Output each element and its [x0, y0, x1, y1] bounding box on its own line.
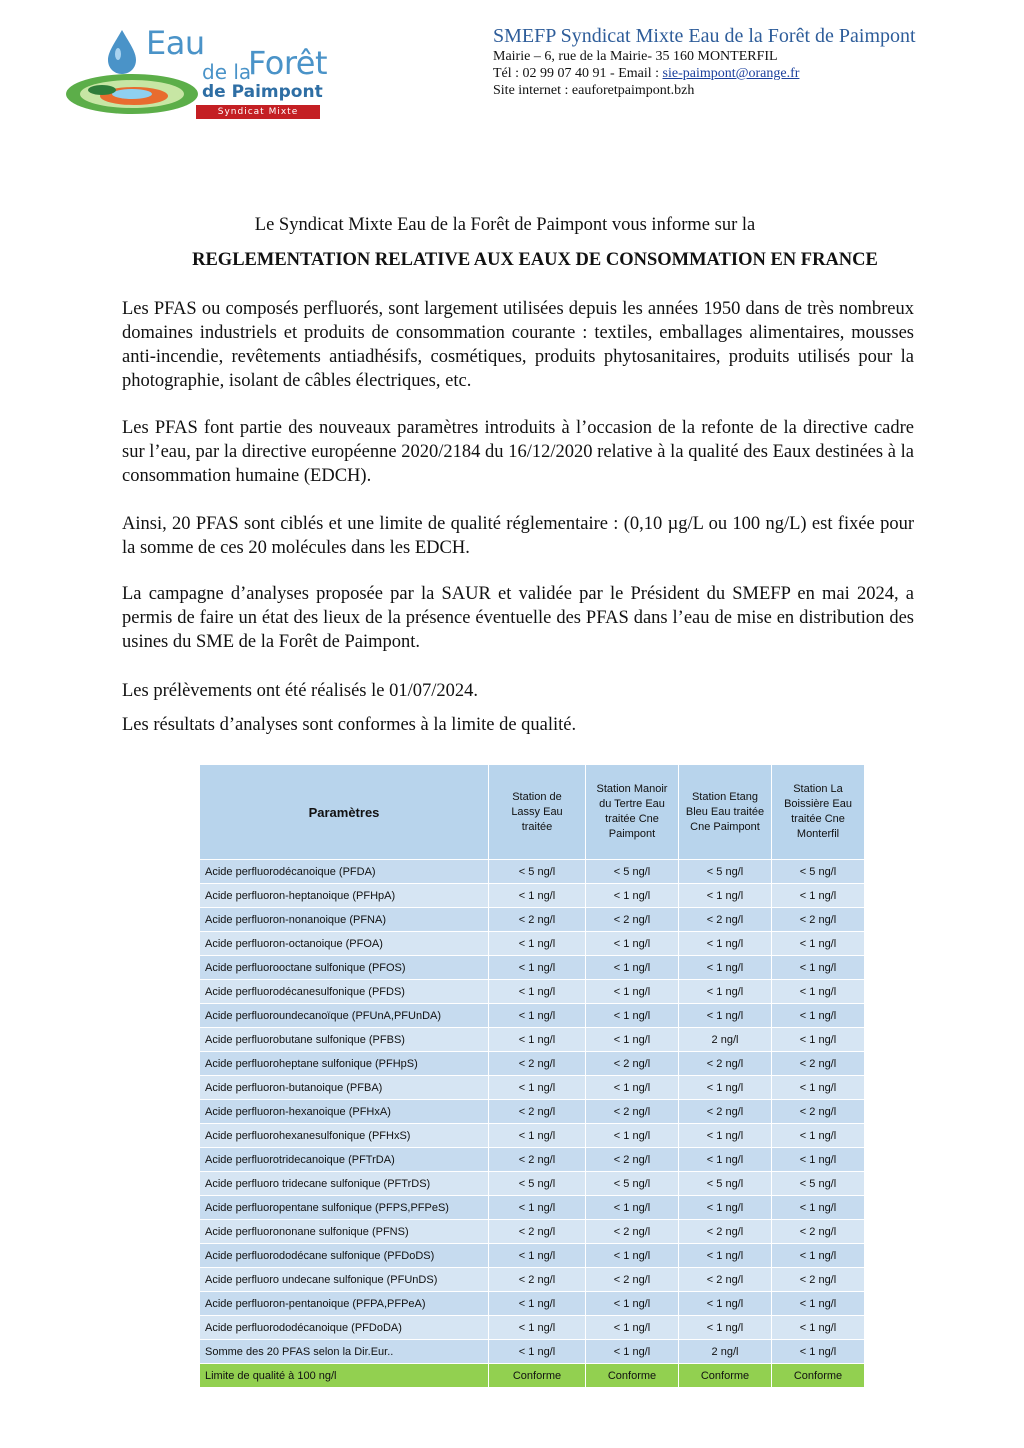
cell-parameter: Somme des 20 PFAS selon la Dir.Eur.. [200, 1340, 489, 1364]
logo-dela-text: de la [202, 60, 252, 84]
cell-parameter: Acide perfluorotridecanoique (PFTrDA) [200, 1148, 489, 1172]
cell-lassy: < 2 ng/l [489, 908, 586, 932]
table-row [200, 1124, 865, 1148]
paragraph-quality-limit: Ainsi, 20 PFAS sont ciblés et une limite de qualité réglementaire : (0,10 µg/L ou 100 ng/L) est fixée pour la somme de ces 20 molécules dans les EDCH. [122, 514, 914, 558]
cell-parameter: Acide perfluorododécane sulfonique (PFDoDS) [200, 1244, 489, 1268]
cell-boissiere: < 1 ng/l [772, 932, 865, 956]
paragraph-directive: Les PFAS font partie des nouveaux paramètres introduits à l’occasion de la refonte de la directive cadre sur l’eau, par la directive européenne 2020/2184 du 16/12/2020 relative à la qualité des Eaux destinées à la consommation humaine (EDCH). [122, 418, 914, 486]
cell-boissiere: < 1 ng/l [772, 884, 865, 908]
cell-parameter: Acide perfluorooctane sulfonique (PFOS) [200, 956, 489, 980]
cell-manoir: < 2 ng/l [586, 908, 679, 932]
cell-manoir: < 1 ng/l [586, 1076, 679, 1100]
cell-parameter: Acide perfluoron-pentanoique (PFPA,PFPeA) [200, 1292, 489, 1316]
cell-etang-bleu: < 1 ng/l [679, 1148, 772, 1172]
cell-etang-bleu: < 5 ng/l [679, 860, 772, 884]
table-row [200, 1340, 865, 1364]
cell-lassy: < 2 ng/l [489, 1220, 586, 1244]
cell-etang-bleu: < 1 ng/l [679, 1316, 772, 1340]
conformity-status: Conforme [772, 1364, 865, 1388]
table-row [200, 1220, 865, 1244]
table-row [200, 956, 865, 980]
water-drop-icon [108, 30, 136, 74]
conformity-status: Conforme [586, 1364, 679, 1388]
table-row [200, 1052, 865, 1076]
cell-etang-bleu: < 1 ng/l [679, 980, 772, 1004]
cell-lassy: < 1 ng/l [489, 956, 586, 980]
cell-manoir: < 1 ng/l [586, 980, 679, 1004]
cell-boissiere: < 1 ng/l [772, 980, 865, 1004]
cell-parameter: Acide perfluoron-butanoique (PFBA) [200, 1076, 489, 1100]
cell-etang-bleu: < 1 ng/l [679, 956, 772, 980]
table-row [200, 1100, 865, 1124]
cell-manoir: < 2 ng/l [586, 1268, 679, 1292]
cell-lassy: < 1 ng/l [489, 1292, 586, 1316]
cell-manoir: < 2 ng/l [586, 1052, 679, 1076]
table-row [200, 860, 865, 884]
cell-boissiere: < 2 ng/l [772, 1100, 865, 1124]
cell-etang-bleu: < 1 ng/l [679, 1076, 772, 1100]
email-link[interactable]: sie-paimpont@orange.fr [662, 66, 800, 81]
org-website: Site internet : eauforetpaimpont.bzh [493, 83, 695, 98]
table-row [200, 1316, 865, 1340]
paragraph-pfas-usage: Les PFAS ou composés perfluorés, sont largement utilisées depuis les années 1950 dans de très nombreux domaines industriels et produits de consommation courante : textiles, emballages alimentaires, mousses anti-incendie, revêtements antiadhésifs, cosmétiques, produits phytosanitaires, produits utilisés pour la photographie, isolant de câbles électriques, etc. [122, 299, 914, 391]
table-row [200, 1172, 865, 1196]
header-station-manoir: Station Manoir du Tertre Eau traitée Cne Paimpont [586, 765, 679, 860]
cell-etang-bleu: < 1 ng/l [679, 932, 772, 956]
cell-etang-bleu: < 2 ng/l [679, 1220, 772, 1244]
cell-manoir: < 1 ng/l [586, 884, 679, 908]
cell-boissiere: < 1 ng/l [772, 1076, 865, 1100]
cell-manoir: < 1 ng/l [586, 1196, 679, 1220]
cell-manoir: < 1 ng/l [586, 1316, 679, 1340]
cell-etang-bleu: < 1 ng/l [679, 1124, 772, 1148]
cell-boissiere: < 5 ng/l [772, 860, 865, 884]
cell-boissiere: < 2 ng/l [772, 1052, 865, 1076]
cell-boissiere: < 1 ng/l [772, 1316, 865, 1340]
table-row [200, 908, 865, 932]
header-station-lassy: Station de Lassy Eau traitée [489, 765, 586, 860]
cell-parameter: Acide perfluoron-hexanoique (PFHxA) [200, 1100, 489, 1124]
cell-parameter: Acide perfluoron-heptanoique (PFHpA) [200, 884, 489, 908]
cell-boissiere: < 1 ng/l [772, 1292, 865, 1316]
conformity-status: Conforme [679, 1364, 772, 1388]
logo-paimpont-text: de Paimpont [202, 82, 323, 102]
cell-parameter: Acide perfluorononane sulfonique (PFNS) [200, 1220, 489, 1244]
table-row [200, 1004, 865, 1028]
cell-boissiere: < 1 ng/l [772, 1196, 865, 1220]
cell-etang-bleu: < 1 ng/l [679, 1292, 772, 1316]
cell-lassy: < 1 ng/l [489, 1316, 586, 1340]
table-row [200, 1244, 865, 1268]
cell-boissiere: < 1 ng/l [772, 956, 865, 980]
limit-row [200, 1364, 865, 1388]
cell-etang-bleu: < 1 ng/l [679, 884, 772, 908]
cell-lassy: < 1 ng/l [489, 1028, 586, 1052]
cell-lassy: < 1 ng/l [489, 884, 586, 908]
cell-manoir: < 1 ng/l [586, 1292, 679, 1316]
org-contact [493, 65, 993, 82]
header-parametres: Paramètres [200, 765, 489, 860]
cell-manoir: < 1 ng/l [586, 1340, 679, 1364]
cell-lassy: < 2 ng/l [489, 1148, 586, 1172]
cell-manoir: < 2 ng/l [586, 1220, 679, 1244]
cell-parameter: Acide perfluoro undecane sulfonique (PFUnDS) [200, 1268, 489, 1292]
cell-lassy: < 1 ng/l [489, 980, 586, 1004]
cell-etang-bleu: < 2 ng/l [679, 1100, 772, 1124]
cell-manoir: < 5 ng/l [586, 1172, 679, 1196]
paragraph-campaign: La campagne d’analyses proposée par la SAUR et validée par le Président du SMEFP en mai 2024, a permis de faire un état des lieux de la présence éventuelle des PFAS dans l’eau de mise en distribution des usines du SME de la Forêt de Paimpont. [122, 584, 914, 652]
cell-etang-bleu: 2 ng/l [679, 1340, 772, 1364]
cell-etang-bleu: < 2 ng/l [679, 908, 772, 932]
document-title: REGLEMENTATION RELATIVE AUX EAUX DE CONSOMMATION EN FRANCE [192, 250, 878, 270]
table-row [200, 932, 865, 956]
cell-parameter: Acide perfluorododécanoique (PFDoDA) [200, 1316, 489, 1340]
cell-lassy: < 1 ng/l [489, 1124, 586, 1148]
cell-etang-bleu: < 1 ng/l [679, 1196, 772, 1220]
org-address: Mairie – 6, rue de la Mairie- 35 160 MONTERFIL [493, 49, 778, 64]
cell-lassy: < 1 ng/l [489, 1076, 586, 1100]
paragraph-results: Les résultats d’analyses sont conformes à la limite de qualité. [122, 715, 577, 735]
cell-boissiere: < 1 ng/l [772, 1244, 865, 1268]
results-table [199, 764, 865, 1388]
logo-eau-text: Eau [146, 24, 205, 62]
cell-boissiere: < 1 ng/l [772, 1340, 865, 1364]
cell-parameter: Acide perfluoron-nonanoique (PFNA) [200, 908, 489, 932]
cell-lassy: < 1 ng/l [489, 1196, 586, 1220]
cell-manoir: < 1 ng/l [586, 932, 679, 956]
cell-manoir: < 1 ng/l [586, 1124, 679, 1148]
cell-parameter: Acide perfluorodécanesulfonique (PFDS) [200, 980, 489, 1004]
cell-parameter: Acide perfluoropentane sulfonique (PFPS,PFPeS) [200, 1196, 489, 1220]
logo-syndicat-banner: Syndicat Mixte [196, 105, 320, 119]
paragraph-sampling-date: Les prélèvements ont été réalisés le 01/07/2024. [122, 681, 479, 701]
cell-lassy: < 2 ng/l [489, 1100, 586, 1124]
cell-lassy: < 2 ng/l [489, 1268, 586, 1292]
cell-lassy: < 1 ng/l [489, 1340, 586, 1364]
cell-parameter: Acide perfluoroundecanoïque (PFUnA,PFUnDA) [200, 1004, 489, 1028]
cell-etang-bleu: < 5 ng/l [679, 1172, 772, 1196]
org-name: SMEFP Syndicat Mixte Eau de la Forêt de Paimpont [493, 25, 916, 47]
cell-etang-bleu: < 2 ng/l [679, 1268, 772, 1292]
cell-parameter: Acide perfluorobutane sulfonique (PFBS) [200, 1028, 489, 1052]
cell-parameter: Acide perfluoron-octanoique (PFOA) [200, 932, 489, 956]
table-row [200, 884, 865, 908]
limit-label: Limite de qualité à 100 ng/l [200, 1364, 489, 1388]
cell-parameter: Acide perfluoroheptane sulfonique (PFHpS) [200, 1052, 489, 1076]
cell-etang-bleu: < 2 ng/l [679, 1052, 772, 1076]
cell-parameter: Acide perfluorodécanoique (PFDA) [200, 860, 489, 884]
header-station-boissiere: Station La Boissière Eau traitée Cne Monterfil [772, 765, 865, 860]
table-row [200, 1292, 865, 1316]
cell-manoir: < 2 ng/l [586, 1148, 679, 1172]
cell-manoir: < 1 ng/l [586, 1028, 679, 1052]
table-row [200, 1196, 865, 1220]
cell-etang-bleu: < 1 ng/l [679, 1244, 772, 1268]
cell-etang-bleu: < 1 ng/l [679, 1004, 772, 1028]
cell-boissiere: < 2 ng/l [772, 1220, 865, 1244]
cell-boissiere: < 2 ng/l [772, 908, 865, 932]
cell-lassy: < 1 ng/l [489, 1244, 586, 1268]
table-row [200, 1028, 865, 1052]
cell-lassy: < 1 ng/l [489, 932, 586, 956]
cell-boissiere: < 1 ng/l [772, 1124, 865, 1148]
cell-manoir: < 1 ng/l [586, 956, 679, 980]
org-header [493, 24, 993, 99]
cell-lassy: < 5 ng/l [489, 860, 586, 884]
cell-parameter: Acide perfluorohexanesulfonique (PFHxS) [200, 1124, 489, 1148]
cell-lassy: < 1 ng/l [489, 1004, 586, 1028]
cell-lassy: < 2 ng/l [489, 1052, 586, 1076]
logo-foret-text: Forêt [248, 44, 328, 82]
cell-parameter: Acide perfluoro tridecane sulfonique (PFTrDS) [200, 1172, 489, 1196]
header-station-etang-bleu: Station Etang Bleu Eau traitée Cne Paimpont [679, 765, 772, 860]
cell-boissiere: < 1 ng/l [772, 1028, 865, 1052]
cell-manoir: < 1 ng/l [586, 1004, 679, 1028]
cell-lassy: < 5 ng/l [489, 1172, 586, 1196]
cell-boissiere: < 1 ng/l [772, 1004, 865, 1028]
intro-line [0, 215, 1024, 236]
table-header-row [200, 765, 865, 860]
cell-manoir: < 2 ng/l [586, 1100, 679, 1124]
cell-boissiere: < 2 ng/l [772, 1268, 865, 1292]
cell-manoir: < 5 ng/l [586, 860, 679, 884]
table-row [200, 1148, 865, 1172]
table-row [200, 1268, 865, 1292]
conformity-status: Conforme [489, 1364, 586, 1388]
syndicat-logo [62, 24, 328, 120]
intro-text: Le Syndicat Mixte Eau de la Forêt de Paimpont vous informe sur la [254, 215, 756, 235]
table-row [200, 980, 865, 1004]
cell-manoir: < 1 ng/l [586, 1244, 679, 1268]
table-row [200, 1076, 865, 1100]
cell-etang-bleu: 2 ng/l [679, 1028, 772, 1052]
cell-boissiere: < 5 ng/l [772, 1172, 865, 1196]
cell-boissiere: < 1 ng/l [772, 1148, 865, 1172]
org-phone: Tél : 02 99 07 40 91 - Email : [493, 66, 663, 81]
